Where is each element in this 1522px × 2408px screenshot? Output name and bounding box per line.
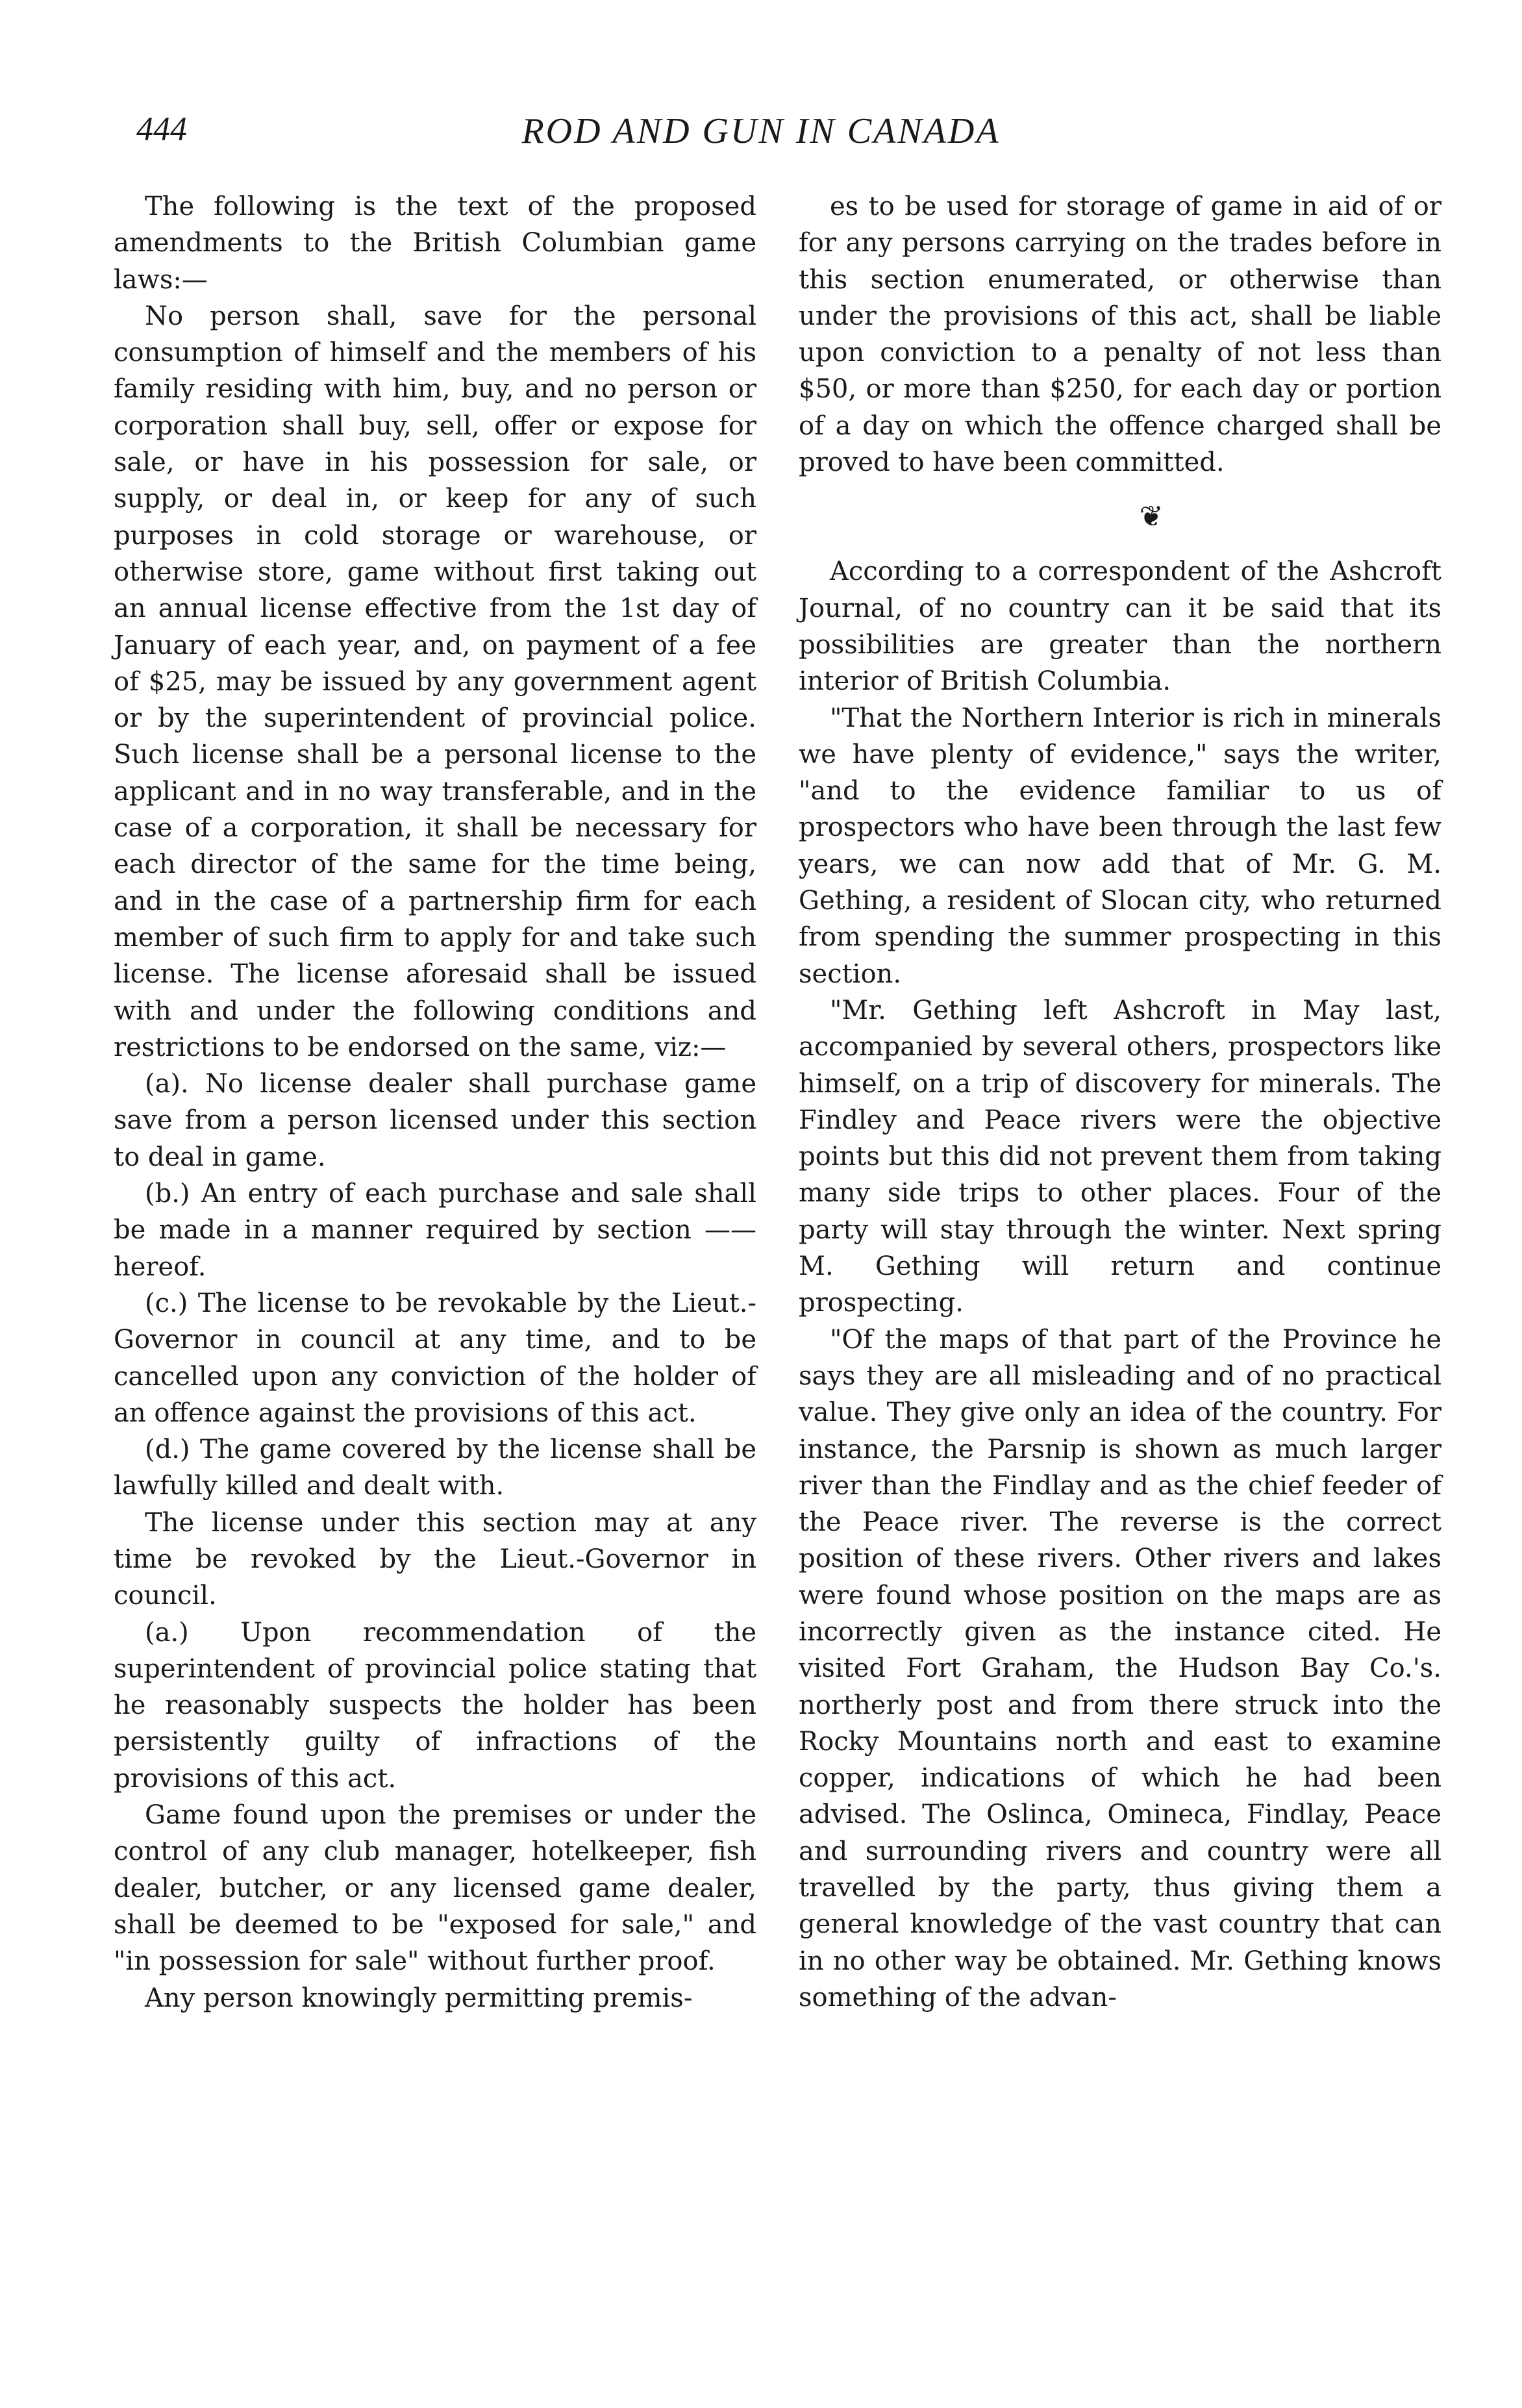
condition-c-paragraph: (c.) The license to be revokable by the Lieut.-Governor in council at any time, and to be cancelled upon any conviction of the holder of an offence against the provisions of this act. — [114, 1288, 756, 1428]
left-column — [114, 188, 756, 2016]
revocation-paragraph: The license under this section may at any time be revoked by the Lieut.-Governor in council. — [114, 1507, 756, 1611]
running-title: ROD AND GUN IN CANADA — [521, 111, 1001, 151]
page-header — [0, 110, 1522, 169]
game-found-paragraph: Game found upon the premises or under the control of any club manager, hotelkeeper, fish dealer, butcher, or any licensed game dealer, shall be deemed to be "exposed for sale," and "in possession for sale" without further proof. — [114, 1800, 756, 1977]
fleuron-icon: ❦ — [1139, 500, 1164, 534]
ashcroft-paragraph: According to a correspondent of the Ashcroft Journal, of no country can it be said that its possibilities are greater than the northern interior of British Columbia. — [799, 557, 1441, 697]
section-ornament — [799, 481, 1441, 553]
condition-d-paragraph: (d.) The game covered by the license shall be lawfully killed and dealt with. — [114, 1435, 756, 1501]
intro-paragraph: The following is the text of the proposed amendments to the British Columbian game laws:— — [114, 192, 756, 295]
recommendation-paragraph: (a.) Upon recommendation of the superintendent of provincial police stating that he reasonably suspects the holder has been persistently guilty of infractions of the provisions of this act. — [114, 1617, 756, 1794]
condition-b-paragraph: (b.) An entry of each purchase and sale shall be made in a manner required by section —— hereof. — [114, 1179, 756, 1282]
condition-a-paragraph: (a). No license dealer shall purchase game save from a person licensed under this section to deal in game. — [114, 1069, 756, 1172]
maps-paragraph: "Of the maps of that part of the Province he says they are all misleading and of no practical value. They give only an idea of the country. For instance, the Parsnip is shown as much larger river than the Findlay and as the chief feeder of the Peace river. The reverse is the correct position of these rivers. Other rivers and lakes were found whose position on the maps are as incorrectly given as the instance cited. He visited Fort Graham, the Hudson Bay Co.'s. northerly post and from there struck into the Rocky Mountains north and east to examine copper, indications of which he had been advised. The Oslinca, Omineca, Findlay, Peace and surrounding rivers and country were all travelled by the party, thus giving them a general knowledge of the vast country that can in no other way be obtained. Mr. Gething knows something of the advan- — [799, 1324, 1441, 2013]
northern-interior-paragraph: "That the Northern Interior is rich in minerals we have plenty of evidence," says the writer, "and to the evidence familiar to us of prospectors who have been through the last few years, we can now add that of Mr. G. M. Gething, a resident of Slocan city, who returned from spending the summer prospecting in this section. — [799, 703, 1441, 989]
right-column — [799, 188, 1441, 2016]
page-number: 444 — [136, 111, 187, 148]
license-paragraph: No person shall, save for the personal consumption of himself and the members of his family residing with him, buy, and no person or corporation shall buy, sell, offer or expose for sale, or have in his possession for sale, or supply, or deal in, or keep for any of such purposes in cold storage or warehouse, or otherwise store, game without first taking out an annual license effective from the 1st day of January of each year, and, on payment of a fee of $25, may be issued by any government agent or by the superintendent of provincial police. Such license shall be a personal license to the applicant and in no way transferable, and in the case of a corporation, it shall be necessary for each director of the same for the time being, and in the case of a partnership firm for each member of such firm to apply for and take such license. The license aforesaid shall be issued with and under the following conditions and restrictions to be endorsed on the same, viz:— — [114, 301, 756, 1062]
premises-paragraph: Any person knowingly permitting premis- — [145, 1983, 693, 2013]
gething-trip-paragraph: "Mr. Gething left Ashcroft in May last, accompanied by several others, prospectors like himself, on a trip of discovery for minerals. The Findley and Peace rivers were the objective points but this did not prevent them from taking many side trips to other places. Four of the party will stay through the winter. Next spring M. Gething will return and continue prospecting. — [799, 995, 1441, 1318]
penalty-paragraph: es to be used for storage of game in aid of or for any persons carrying on the trades before in this section enumerated, or otherwise than under the provisions of this act, shall be liable upon conviction to a penalty of not less than $50, or more than $250, for each day or portion of a day on which the offence charged shall be proved to have been committed. — [799, 192, 1441, 478]
